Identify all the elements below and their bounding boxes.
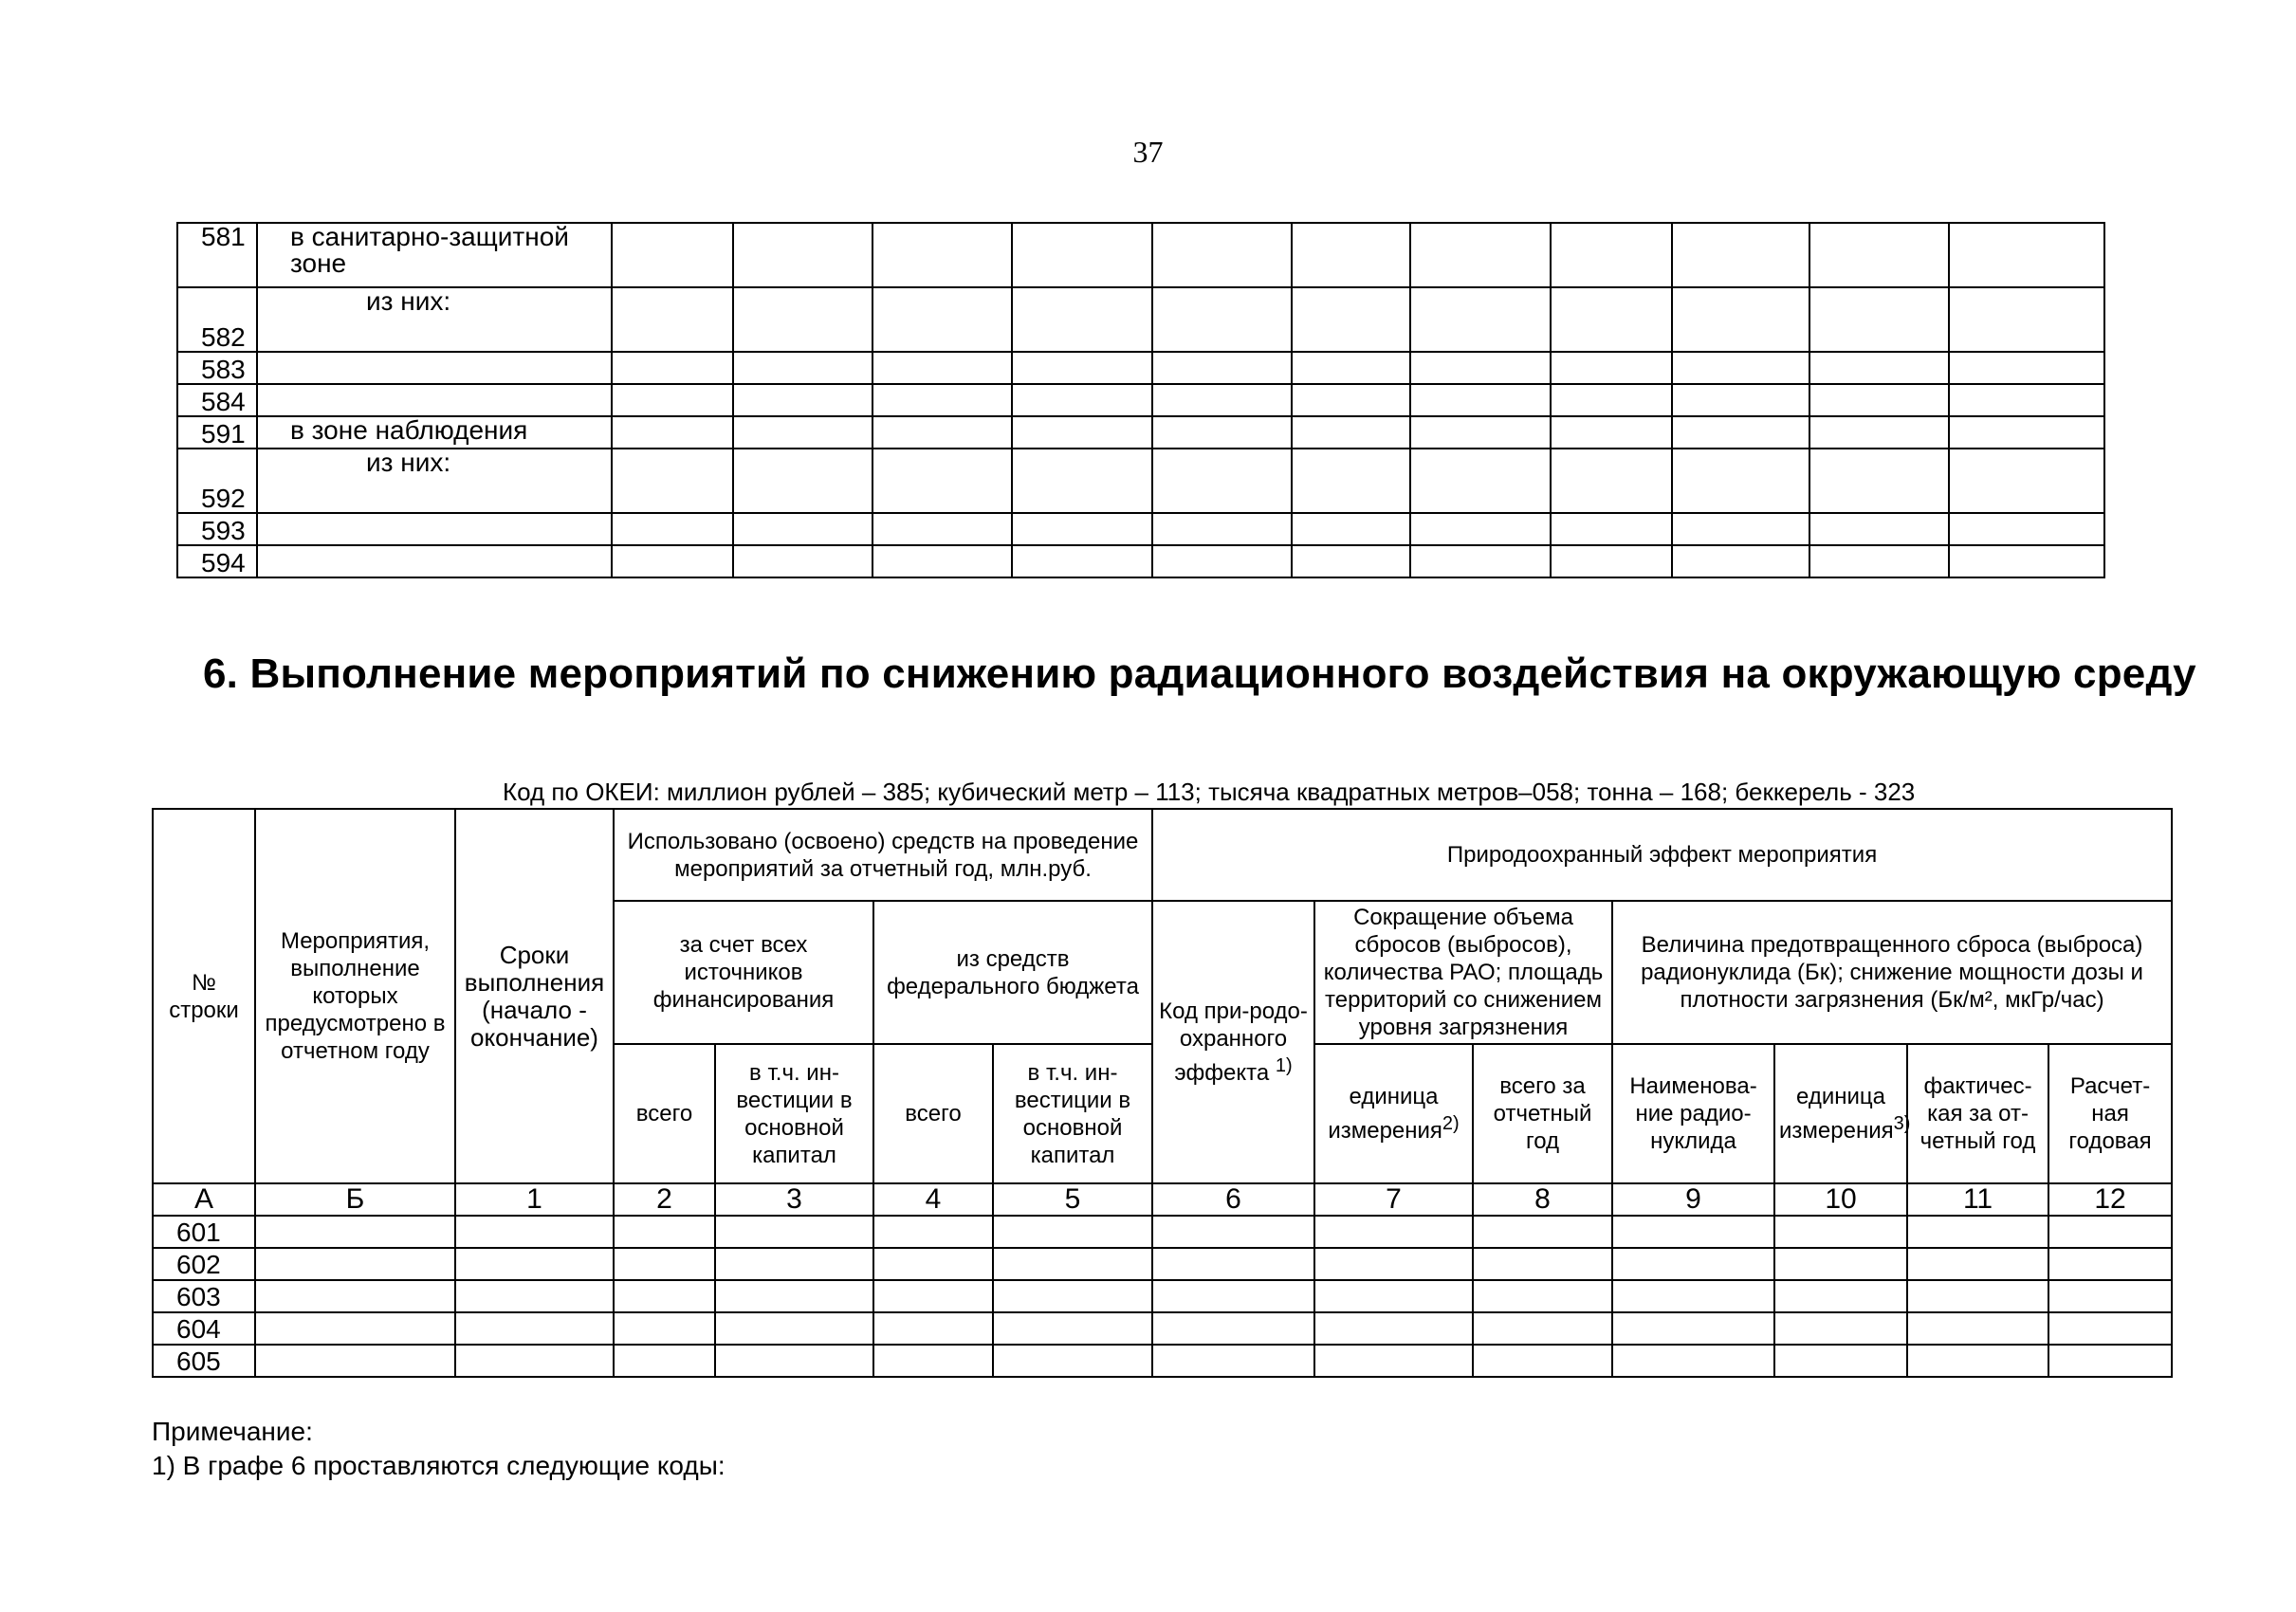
- table-cell[interactable]: [715, 1280, 873, 1312]
- continuation-row-label: [257, 352, 612, 384]
- table-cell[interactable]: [1774, 1248, 1907, 1280]
- table-cell[interactable]: [255, 1216, 455, 1248]
- column-number: 11: [1907, 1183, 2048, 1216]
- table-cell[interactable]: [1907, 1248, 2048, 1280]
- continuation-cell[interactable]: [1672, 384, 1809, 416]
- continuation-cell[interactable]: [1410, 449, 1551, 513]
- table-cell[interactable]: [255, 1280, 455, 1312]
- continuation-cell[interactable]: [733, 513, 872, 545]
- continuation-cell[interactable]: [872, 513, 1012, 545]
- continuation-cell[interactable]: [1410, 513, 1551, 545]
- continuation-row: [177, 545, 2104, 577]
- table-cell[interactable]: [715, 1216, 873, 1248]
- table-cell[interactable]: [614, 1345, 715, 1377]
- continuation-cell[interactable]: [1551, 513, 1672, 545]
- continuation-cell[interactable]: [733, 223, 872, 287]
- table-cell[interactable]: [1612, 1312, 1774, 1345]
- table-row: [153, 1216, 2172, 1248]
- table-cell[interactable]: [993, 1280, 1152, 1312]
- table-cell[interactable]: [2048, 1280, 2172, 1312]
- table-cell[interactable]: [614, 1216, 715, 1248]
- column-number: 1: [455, 1183, 614, 1216]
- continuation-cell[interactable]: [1012, 223, 1152, 287]
- continuation-cell[interactable]: [1809, 513, 1949, 545]
- header-effect: Природоохранный эффект мероприятия: [1152, 809, 2172, 901]
- column-number: 3: [715, 1183, 873, 1216]
- column-number: 4: [873, 1183, 993, 1216]
- continuation-row-number: 581: [177, 223, 257, 287]
- continuation-table: [176, 222, 2105, 578]
- table-cell[interactable]: [1314, 1345, 1473, 1377]
- continuation-cell[interactable]: [1410, 352, 1551, 384]
- column-number: 5: [993, 1183, 1152, 1216]
- continuation-cell[interactable]: [612, 449, 733, 513]
- table-cell[interactable]: [614, 1312, 715, 1345]
- header-measures: Мероприятия, выполнение которых предусмотрено в отчетном году: [255, 809, 455, 1183]
- continuation-cell[interactable]: [1672, 513, 1809, 545]
- table-cell[interactable]: [255, 1248, 455, 1280]
- continuation-cell[interactable]: [612, 287, 733, 352]
- table-cell[interactable]: [993, 1312, 1152, 1345]
- table-cell[interactable]: [1774, 1312, 1907, 1345]
- continuation-cell[interactable]: [1292, 545, 1410, 577]
- row-number: 601: [153, 1216, 255, 1248]
- continuation-row-number: 594: [177, 545, 257, 577]
- table-cell[interactable]: [1473, 1248, 1612, 1280]
- continuation-row-number: 591: [177, 416, 257, 449]
- table-row: [153, 1312, 2172, 1345]
- continuation-row-number: 584: [177, 384, 257, 416]
- continuation-cell[interactable]: [612, 352, 733, 384]
- column-number: 12: [2048, 1183, 2172, 1216]
- unit-1-footnote: 2): [1442, 1113, 1460, 1134]
- table-cell[interactable]: [1152, 1216, 1314, 1248]
- header-effect-code: [1152, 901, 1314, 1183]
- table-cell[interactable]: [993, 1248, 1152, 1280]
- continuation-cell[interactable]: [1012, 513, 1152, 545]
- table-cell[interactable]: [255, 1312, 455, 1345]
- continuation-cell[interactable]: [872, 545, 1012, 577]
- continuation-row-label: [257, 384, 612, 416]
- continuation-cell[interactable]: [1551, 449, 1672, 513]
- continuation-cell[interactable]: [612, 384, 733, 416]
- table-cell[interactable]: [455, 1216, 614, 1248]
- continuation-cell[interactable]: [1551, 352, 1672, 384]
- continuation-cell[interactable]: [733, 416, 872, 449]
- continuation-cell[interactable]: [1809, 449, 1949, 513]
- continuation-cell[interactable]: [1672, 416, 1809, 449]
- table-cell[interactable]: [2048, 1216, 2172, 1248]
- table-cell[interactable]: [455, 1312, 614, 1345]
- continuation-row-label: из них:: [257, 449, 612, 513]
- column-number: 9: [1612, 1183, 1774, 1216]
- continuation-cell[interactable]: [1292, 287, 1410, 352]
- continuation-cell[interactable]: [1410, 545, 1551, 577]
- continuation-cell[interactable]: [1949, 287, 2104, 352]
- column-number: 6: [1152, 1183, 1314, 1216]
- continuation-cell[interactable]: [1152, 416, 1292, 449]
- table-cell[interactable]: [1152, 1345, 1314, 1377]
- table-cell[interactable]: [455, 1248, 614, 1280]
- table-cell[interactable]: [1774, 1345, 1907, 1377]
- continuation-cell[interactable]: [1551, 287, 1672, 352]
- continuation-cell[interactable]: [1012, 449, 1152, 513]
- continuation-cell[interactable]: [1152, 513, 1292, 545]
- continuation-cell[interactable]: [872, 223, 1012, 287]
- continuation-cell[interactable]: [1672, 287, 1809, 352]
- header-federal-budget: из средств федерального бюджета: [873, 901, 1152, 1044]
- table-cell[interactable]: [873, 1248, 993, 1280]
- table-cell[interactable]: [715, 1345, 873, 1377]
- continuation-cell[interactable]: [733, 287, 872, 352]
- table-cell[interactable]: [873, 1345, 993, 1377]
- continuation-cell[interactable]: [1012, 352, 1152, 384]
- row-number: 605: [153, 1345, 255, 1377]
- measures-table: [152, 808, 2173, 1378]
- table-cell[interactable]: [1152, 1248, 1314, 1280]
- page-number: 37: [1132, 135, 1164, 169]
- continuation-row: [177, 223, 2104, 287]
- table-cell[interactable]: [1473, 1280, 1612, 1312]
- table-cell[interactable]: [1907, 1216, 2048, 1248]
- table-cell[interactable]: [1612, 1248, 1774, 1280]
- table-cell[interactable]: [993, 1216, 1152, 1248]
- table-cell[interactable]: [1774, 1216, 1907, 1248]
- continuation-cell[interactable]: [612, 223, 733, 287]
- table-cell[interactable]: [1152, 1312, 1314, 1345]
- table-cell[interactable]: [614, 1280, 715, 1312]
- continuation-cell[interactable]: [1292, 416, 1410, 449]
- continuation-cell[interactable]: [1809, 384, 1949, 416]
- continuation-cell[interactable]: [872, 449, 1012, 513]
- header-total-period: всего за отчетный год: [1473, 1044, 1612, 1183]
- header-funds-used: Использовано (освоено) средств на проведение мероприятий за отчетный год, млн.руб.: [614, 809, 1152, 901]
- column-number-row: [153, 1183, 2172, 1216]
- continuation-cell[interactable]: [733, 545, 872, 577]
- effect-code-text: Код при-родо-охранного эффекта: [1159, 998, 1308, 1086]
- table-cell[interactable]: [2048, 1345, 2172, 1377]
- continuation-cell[interactable]: [1949, 449, 2104, 513]
- continuation-row: [177, 384, 2104, 416]
- continuation-cell[interactable]: [1410, 287, 1551, 352]
- continuation-row: [177, 513, 2104, 545]
- continuation-cell[interactable]: [612, 416, 733, 449]
- continuation-row-number: 593: [177, 513, 257, 545]
- continuation-cell[interactable]: [1551, 384, 1672, 416]
- table-cell[interactable]: [2048, 1248, 2172, 1280]
- continuation-row: [177, 352, 2104, 384]
- header-invest-2: в т.ч. ин-вестиции в основной капитал: [993, 1044, 1152, 1183]
- header-calculated: Расчет-ная годовая: [2048, 1044, 2172, 1183]
- continuation-cell[interactable]: [733, 449, 872, 513]
- continuation-cell[interactable]: [872, 384, 1012, 416]
- column-number: Б: [255, 1183, 455, 1216]
- table-cell[interactable]: [1907, 1280, 2048, 1312]
- continuation-cell[interactable]: [1152, 545, 1292, 577]
- header-prevented: Величина предотвращенного сброса (выброса) радионуклида (Бк); снижение мощности дозы и плотности загрязнения (Бк/м², мкГр/час): [1612, 901, 2172, 1044]
- column-number: 10: [1774, 1183, 1907, 1216]
- header-reduction: Сокращение объема сбросов (выбросов), количества РАО; площадь территорий со снижением уровня загрязнения: [1314, 901, 1612, 1044]
- table-cell[interactable]: [873, 1312, 993, 1345]
- row-number: 604: [153, 1312, 255, 1345]
- continuation-cell[interactable]: [1949, 352, 2104, 384]
- note-title: Примечание:: [152, 1417, 313, 1446]
- continuation-cell[interactable]: [1292, 352, 1410, 384]
- column-number: 7: [1314, 1183, 1473, 1216]
- continuation-cell[interactable]: [1551, 223, 1672, 287]
- unit-1-text: единица измерения: [1328, 1084, 1442, 1144]
- table-cell[interactable]: [455, 1345, 614, 1377]
- header-unit-1: [1314, 1044, 1473, 1183]
- table-cell[interactable]: [455, 1280, 614, 1312]
- continuation-row-number: 582: [177, 287, 257, 352]
- okei-codes: Код по ОКЕИ: миллион рублей – 385; кубический метр – 113; тысяча квадратных метров–058; тонна – 168; беккерель - 323: [503, 778, 1916, 806]
- continuation-cell[interactable]: [1949, 223, 2104, 287]
- table-cell[interactable]: [1473, 1345, 1612, 1377]
- table-cell[interactable]: [1314, 1312, 1473, 1345]
- continuation-cell[interactable]: [1672, 545, 1809, 577]
- continuation-row: [177, 416, 2104, 449]
- continuation-cell[interactable]: [1152, 384, 1292, 416]
- table-cell[interactable]: [715, 1248, 873, 1280]
- column-number: А: [153, 1183, 255, 1216]
- section-title: 6. Выполнение мероприятий по снижению радиационного воздействия на окружающую среду: [203, 650, 2196, 697]
- continuation-row-number: 583: [177, 352, 257, 384]
- continuation-cell[interactable]: [612, 513, 733, 545]
- continuation-cell[interactable]: [1292, 449, 1410, 513]
- table-cell[interactable]: [1612, 1216, 1774, 1248]
- continuation-row-label: из них:: [257, 287, 612, 352]
- continuation-cell[interactable]: [1551, 416, 1672, 449]
- continuation-cell[interactable]: [1410, 384, 1551, 416]
- continuation-cell[interactable]: [1672, 352, 1809, 384]
- header-total-2: всего: [873, 1044, 993, 1183]
- continuation-cell[interactable]: [1012, 416, 1152, 449]
- continuation-cell[interactable]: [1292, 513, 1410, 545]
- continuation-cell[interactable]: [1949, 513, 2104, 545]
- continuation-cell[interactable]: [1152, 352, 1292, 384]
- continuation-cell[interactable]: [1809, 287, 1949, 352]
- header-actual: фактичес-кая за от-четный год: [1907, 1044, 2048, 1183]
- header-all-sources: за счет всех источников финансирования: [614, 901, 873, 1044]
- table-cell[interactable]: [255, 1345, 455, 1377]
- continuation-cell[interactable]: [612, 545, 733, 577]
- continuation-cell[interactable]: [733, 384, 872, 416]
- effect-code-footnote: 1): [1275, 1055, 1293, 1076]
- column-number: 8: [1473, 1183, 1612, 1216]
- continuation-cell[interactable]: [1809, 545, 1949, 577]
- continuation-cell[interactable]: [1012, 287, 1152, 352]
- table-cell[interactable]: [1907, 1312, 2048, 1345]
- continuation-cell[interactable]: [1292, 384, 1410, 416]
- continuation-cell[interactable]: [1809, 416, 1949, 449]
- table-cell[interactable]: [1152, 1280, 1314, 1312]
- table-cell[interactable]: [993, 1345, 1152, 1377]
- continuation-cell[interactable]: [1012, 545, 1152, 577]
- note-1: 1) В графе 6 проставляются следующие коды:: [152, 1451, 726, 1480]
- continuation-cell[interactable]: [1410, 416, 1551, 449]
- continuation-cell[interactable]: [1949, 384, 2104, 416]
- table-row: [153, 1345, 2172, 1377]
- header-terms: Сроки выполнения (начало - окончание): [455, 809, 614, 1183]
- table-cell[interactable]: [1314, 1280, 1473, 1312]
- table-cell[interactable]: [2048, 1312, 2172, 1345]
- continuation-row-label: в зоне наблюдения: [257, 416, 612, 449]
- row-number: 603: [153, 1280, 255, 1312]
- continuation-cell[interactable]: [1809, 223, 1949, 287]
- table-row: [153, 1280, 2172, 1312]
- unit-2-footnote: 3): [1893, 1113, 1911, 1134]
- header-total-1: всего: [614, 1044, 715, 1183]
- table-cell[interactable]: [873, 1216, 993, 1248]
- continuation-cell[interactable]: [1949, 545, 2104, 577]
- continuation-cell[interactable]: [1672, 223, 1809, 287]
- table-cell[interactable]: [1314, 1216, 1473, 1248]
- header-radionuclide: Наименова-ние радио-нуклида: [1612, 1044, 1774, 1183]
- continuation-row: [177, 287, 2104, 352]
- continuation-cell[interactable]: [1152, 287, 1292, 352]
- continuation-cell[interactable]: [1809, 352, 1949, 384]
- continuation-cell[interactable]: [872, 416, 1012, 449]
- continuation-row-number: 592: [177, 449, 257, 513]
- row-number: 602: [153, 1248, 255, 1280]
- continuation-cell[interactable]: [733, 352, 872, 384]
- continuation-cell[interactable]: [872, 287, 1012, 352]
- table-cell[interactable]: [1612, 1280, 1774, 1312]
- continuation-cell[interactable]: [1152, 449, 1292, 513]
- continuation-row-label: [257, 513, 612, 545]
- continuation-cell[interactable]: [872, 352, 1012, 384]
- table-cell[interactable]: [715, 1312, 873, 1345]
- table-cell[interactable]: [1473, 1312, 1612, 1345]
- continuation-row-label: [257, 545, 612, 577]
- table-cell[interactable]: [1907, 1345, 2048, 1377]
- continuation-cell[interactable]: [1152, 223, 1292, 287]
- table-cell[interactable]: [614, 1248, 715, 1280]
- column-number: 2: [614, 1183, 715, 1216]
- continuation-cell[interactable]: [1672, 449, 1809, 513]
- table-cell[interactable]: [1473, 1216, 1612, 1248]
- table-cell[interactable]: [873, 1280, 993, 1312]
- header-unit-2: [1774, 1044, 1911, 1183]
- continuation-cell[interactable]: [1292, 223, 1410, 287]
- continuation-row: [177, 449, 2104, 513]
- continuation-cell[interactable]: [1551, 545, 1672, 577]
- continuation-cell[interactable]: [1012, 384, 1152, 416]
- header-invest-1: в т.ч. ин-вестиции в основной капитал: [715, 1044, 873, 1183]
- header-row-no: № строки: [153, 809, 255, 1183]
- continuation-cell[interactable]: [1410, 223, 1551, 287]
- table-cell[interactable]: [1314, 1248, 1473, 1280]
- table-cell[interactable]: [1774, 1280, 1907, 1312]
- continuation-cell[interactable]: [1949, 416, 2104, 449]
- table-row: [153, 1248, 2172, 1280]
- unit-2-text: единица измерения: [1779, 1084, 1894, 1144]
- continuation-row-label: в санитарно-защитной зоне: [257, 223, 612, 287]
- table-cell[interactable]: [1612, 1345, 1774, 1377]
